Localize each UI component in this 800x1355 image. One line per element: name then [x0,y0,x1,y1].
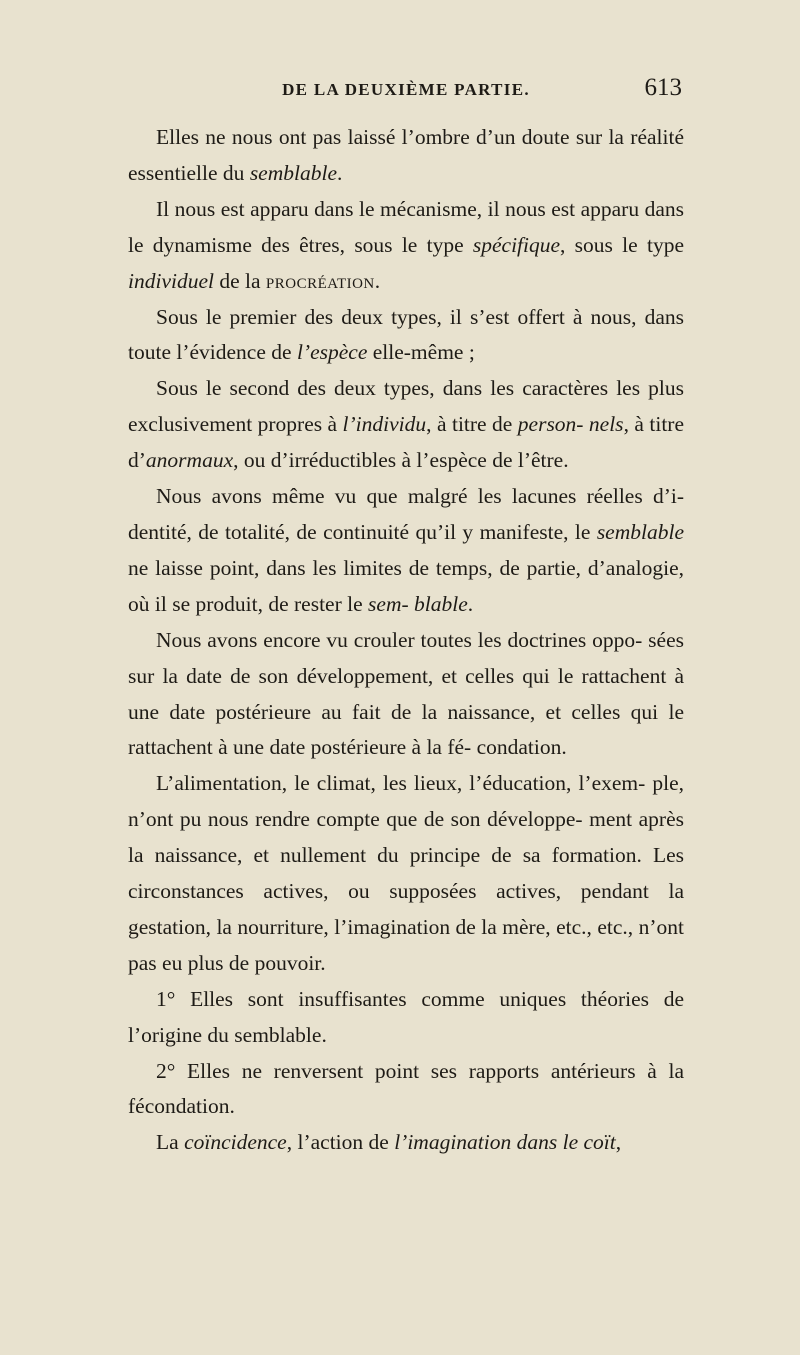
text-run: Nous avons même vu que malgré les lacunes réelles d’i- dentité, de totalité, de continuité qu’il y manifeste, le [128,484,684,544]
italic-term: sem- blable [368,591,468,616]
running-title: DE LA DEUXIÈME PARTIE. [282,80,530,99]
text-run: , [615,1130,622,1155]
paragraph-4 [128,371,684,479]
paragraph-7 [128,766,684,981]
paragraph-3 [128,300,684,372]
text-run: ne laisse point, dans les limites de temps, de partie, d’analogie, où il se produit, de rester le [128,555,684,616]
paragraph-8 [128,982,684,1054]
page-header [130,74,682,114]
text-run: . [337,160,343,185]
text-run: 2° Elles ne renversent point ses rapports antérieurs à la fécondation. [128,1058,684,1119]
text-run: , sous le type [560,232,684,257]
paragraph-6 [128,623,684,767]
text-run: Il nous est apparu dans le mécanisme, il nous est apparu dans le dynamisme des êtres, sous le type [128,196,684,257]
text-run: L’alimentation, le climat, les lieux, l’éducation, l’exem- ple, n’ont pu nous rendre compte que de son développe- ment après la naissance, et nullement du principe de sa formation. Les circonstances actives, ou supposées actives, pendant la gestation, la nourriture, l’imagination de la mère, etc., etc., n’ont pas eu plus de pouvoir. [128,771,684,975]
italic-term: anormaux [145,448,234,473]
paragraph-2 [128,192,684,300]
text-run: , à titre de [426,412,518,437]
text-run: , l’action de [286,1130,395,1155]
paragraph-10 [128,1125,684,1161]
italic-term: semblable [249,160,337,185]
text-run: Sous le second des deux types, dans les caractères les plus exclusivement propres à [128,376,684,437]
italic-term: l’espèce [296,340,368,365]
paragraph-9 [128,1054,684,1126]
text-run: . [467,591,474,616]
text-run: 1° Elles sont insuffisantes comme uniques théories de l’origine du semblable. [128,986,684,1047]
text-run: La [156,1130,185,1155]
paragraph-1 [128,120,684,192]
italic-term: l’imagination dans le coït [394,1130,616,1155]
page-number: 613 [644,74,682,101]
italic-term: spécifique [472,232,561,257]
small-caps-term: procréation [265,268,375,293]
italic-term: individuel [128,268,214,293]
italic-term: coïncidence [184,1130,287,1155]
text-run: Elles ne nous ont pas laissé l’ombre d’un doute sur la réalité essentielle du [128,125,684,185]
text-run: Sous le premier des deux types, il s’est offert à nous, dans toute l’évidence de [128,304,684,365]
text-run: de la [213,268,266,293]
paragraph-5 [128,479,684,623]
italic-term: semblable [596,519,684,544]
text-run: Nous avons encore vu crouler toutes les doctrines oppo- sées sur la date de son développement, et celles qui le rattachent à une date postérieure au fait de la naissance, et celles qui le rattachent à une date postérieure à la fé- condation. [128,627,684,760]
italic-term: person- nels [517,412,624,437]
text-run: . [374,268,381,293]
italic-term: l’individu [342,412,427,437]
text-run: , ou d’irréductibles à l’espèce de l’être. [233,448,569,473]
text-run: elle-même ; [367,340,475,365]
text-run: , à titre d’ [128,412,684,473]
body-text [128,120,684,1161]
